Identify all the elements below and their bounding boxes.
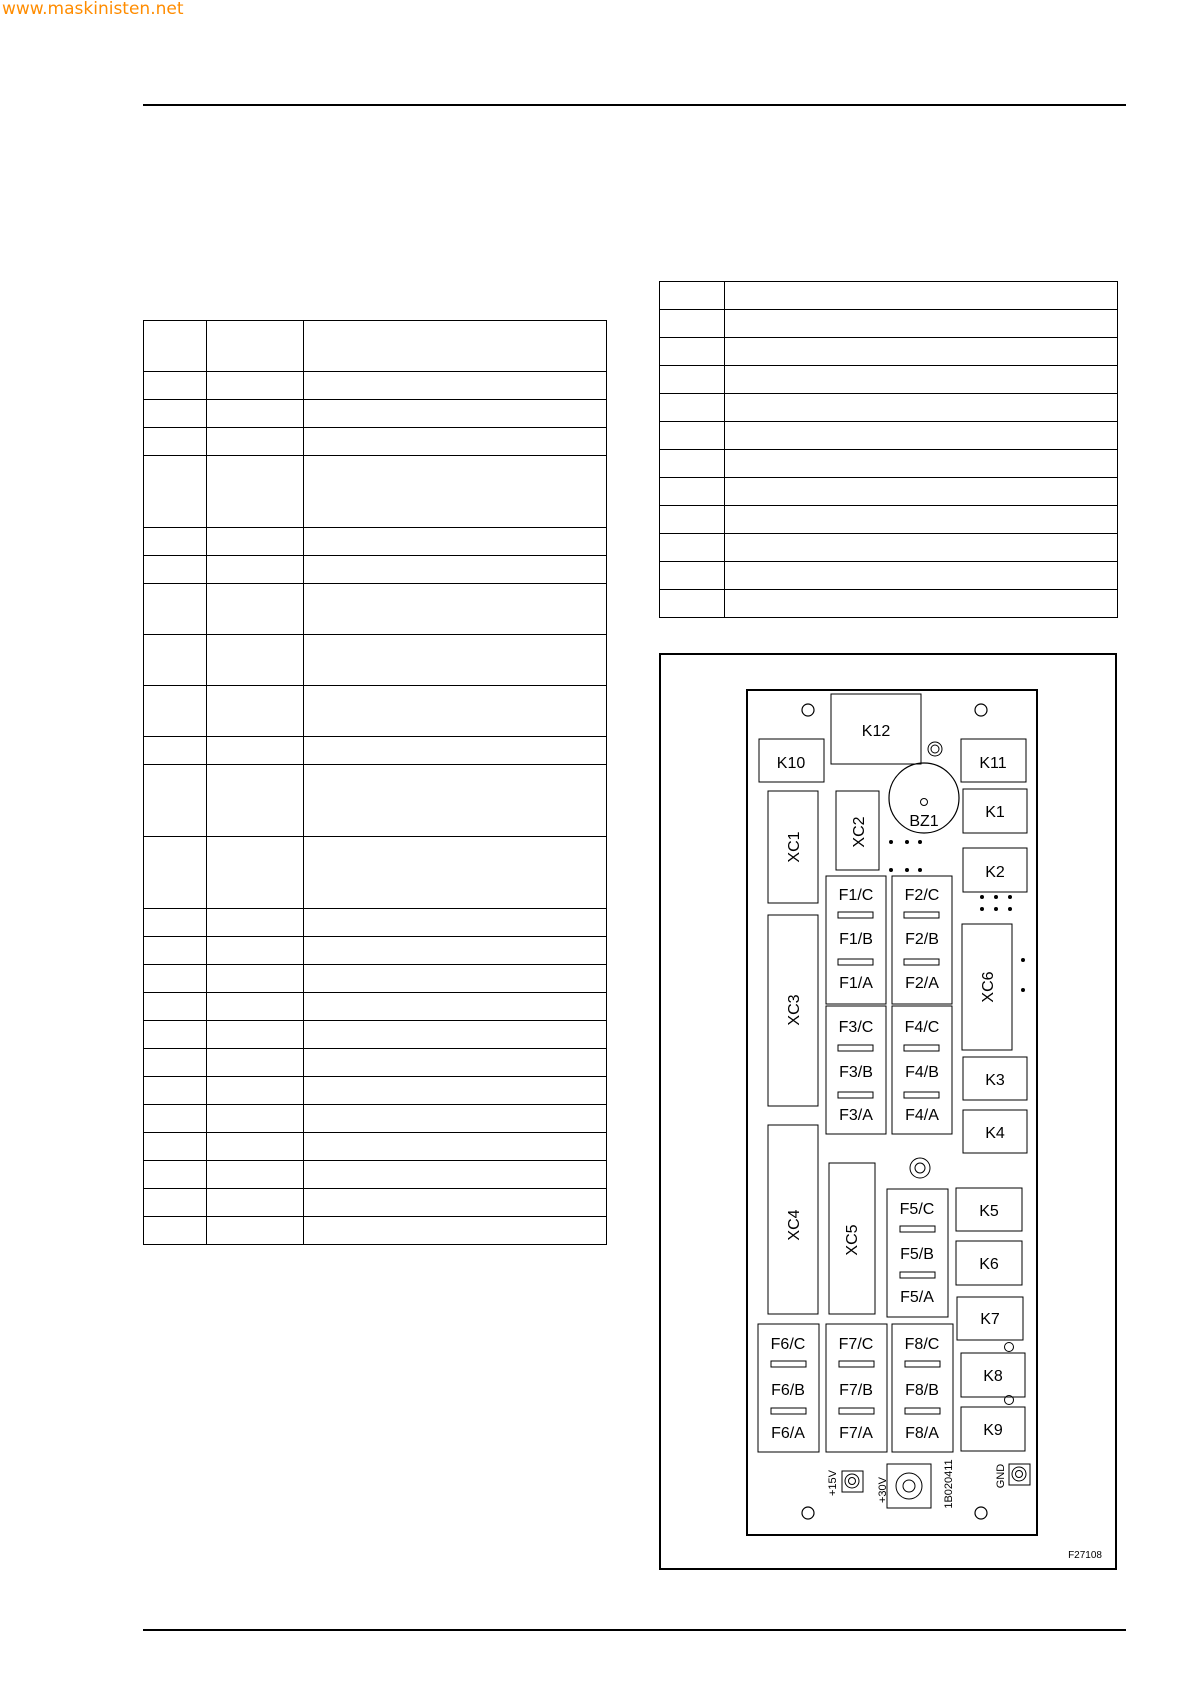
fuse-label: F3/C: [838, 1019, 874, 1036]
table-row: [144, 372, 607, 400]
fuse-slot: [904, 912, 939, 918]
table-cell: [303, 965, 606, 993]
table-cell: [660, 394, 725, 422]
pin-dot: [980, 907, 984, 911]
table-cell: [303, 765, 606, 837]
fuse-label: F2/A: [905, 975, 939, 992]
pin-dot: [1021, 988, 1025, 992]
fuse-label: F2/C: [904, 887, 940, 904]
fuse-slot: [904, 1045, 939, 1051]
pin-dot: [889, 868, 893, 872]
connector-label: XC4: [786, 1209, 803, 1241]
table-cell: [206, 1161, 303, 1189]
fuse-label: F4/B: [905, 1064, 939, 1081]
circuit-board-diagram: [661, 655, 1119, 1572]
table-cell: [206, 965, 303, 993]
table-cell: [724, 478, 1117, 506]
pin-dot: [980, 895, 984, 899]
diagram-frame: [659, 653, 1117, 1570]
table-cell: [724, 590, 1117, 618]
table-cell: [660, 310, 725, 338]
fuse-slot: [904, 959, 939, 965]
table-row: [144, 837, 607, 909]
table-cell: [206, 1105, 303, 1133]
board-id-label: 1B020411: [943, 1459, 955, 1509]
fuse-slot: [905, 1361, 940, 1367]
table-cell: [303, 400, 606, 428]
table-row: [144, 765, 607, 837]
relay-label: K11: [979, 755, 1007, 772]
fuse-label: F8/C: [904, 1336, 940, 1353]
table-cell: [206, 456, 303, 528]
table-cell: [144, 1077, 207, 1105]
relay-label: K7: [980, 1311, 1000, 1328]
table-row: [660, 562, 1118, 590]
table-row: [660, 422, 1118, 450]
table-cell: [660, 562, 725, 590]
connector-label: XC6: [980, 971, 997, 1003]
table-cell: [724, 310, 1117, 338]
test-point: [910, 1158, 930, 1178]
pin-dot: [905, 868, 909, 872]
table-cell: [303, 635, 606, 686]
table-row: [144, 456, 607, 528]
table-cell: [660, 590, 725, 618]
table-cell: [144, 909, 207, 937]
buzzer-center-hole: [921, 799, 928, 806]
terminal-gnd-screw: [1012, 1467, 1026, 1481]
table-row: [144, 937, 607, 965]
fuse-label: F5/A: [900, 1289, 934, 1306]
pin-dot: [1008, 895, 1012, 899]
table-cell: [144, 1133, 207, 1161]
table-cell: [206, 556, 303, 584]
table-cell: [206, 909, 303, 937]
fuse-label: F3/A: [839, 1107, 873, 1124]
table-cell: [724, 366, 1117, 394]
fuse-label: F7/C: [838, 1336, 874, 1353]
table-row: [660, 590, 1118, 618]
table-row: [660, 478, 1118, 506]
bottom-rule: [143, 1629, 1126, 1631]
pin-dot: [918, 868, 922, 872]
fuse-slot: [838, 912, 873, 918]
table-cell: [303, 1217, 606, 1245]
table-cell: [144, 965, 207, 993]
table-cell: [724, 338, 1117, 366]
table-row: [144, 1105, 607, 1133]
fuse-label: F6/C: [770, 1336, 806, 1353]
table-cell: [206, 1049, 303, 1077]
small-pad: [1005, 1343, 1014, 1352]
mounting-hole: [975, 704, 987, 716]
table-row: [144, 965, 607, 993]
test-point: [915, 1163, 925, 1173]
fuse-slot: [838, 1092, 873, 1098]
fuse-slot: [839, 1361, 874, 1367]
table-cell: [660, 506, 725, 534]
table-cell: [144, 321, 207, 372]
table-cell: [144, 1189, 207, 1217]
table-row: [144, 635, 607, 686]
table-cell: [724, 562, 1117, 590]
table-row: [144, 1189, 607, 1217]
fuse-label: F8/B: [905, 1382, 939, 1399]
table-row: [660, 338, 1118, 366]
table-cell: [724, 450, 1117, 478]
table-cell: [660, 422, 725, 450]
table-row: [144, 528, 607, 556]
table-cell: [303, 837, 606, 909]
fuse-label: F7/B: [839, 1382, 873, 1399]
table-row: [660, 310, 1118, 338]
table-cell: [144, 1049, 207, 1077]
fuse-slot: [900, 1272, 935, 1278]
table-row: [144, 556, 607, 584]
table-cell: [206, 400, 303, 428]
connector-label: XC1: [786, 831, 803, 863]
table-cell: [303, 993, 606, 1021]
left-table: [143, 320, 607, 1245]
table-cell: [303, 686, 606, 737]
fuse-label: F7/A: [839, 1425, 873, 1442]
table-cell: [144, 1021, 207, 1049]
relay-label: K1: [985, 804, 1005, 821]
table-cell: [724, 282, 1117, 310]
table-cell: [303, 1133, 606, 1161]
table-cell: [206, 937, 303, 965]
relay-label: K5: [979, 1203, 999, 1220]
connector-label: XC2: [851, 816, 868, 848]
fuse-label: F1/B: [839, 931, 873, 948]
table-cell: [144, 737, 207, 765]
buzzer-label: BZ1: [909, 813, 939, 830]
pin-dot: [994, 907, 998, 911]
table-cell: [144, 428, 207, 456]
fuse-slot: [905, 1408, 940, 1414]
table-row: [660, 394, 1118, 422]
terminal-label: +30V: [877, 1477, 889, 1503]
table-cell: [144, 1105, 207, 1133]
top-rule: [143, 104, 1126, 106]
table-cell: [206, 1021, 303, 1049]
table-cell: [206, 528, 303, 556]
relay-label: K8: [983, 1368, 1003, 1385]
relay-label: K2: [985, 864, 1005, 881]
table-cell: [144, 837, 207, 909]
table-row: [144, 1133, 607, 1161]
pin-dot: [1008, 907, 1012, 911]
table-row: [144, 1077, 607, 1105]
terminal-label: GND: [995, 1463, 1007, 1489]
table-cell: [206, 765, 303, 837]
table-cell: [303, 321, 606, 372]
table-row: [144, 1021, 607, 1049]
relay-label: K6: [979, 1256, 999, 1273]
terminal-label: +15V: [827, 1470, 839, 1496]
terminal-gnd-screw: [1016, 1471, 1023, 1478]
table-cell: [303, 909, 606, 937]
fuse-label: F6/B: [771, 1382, 805, 1399]
table-cell: [206, 737, 303, 765]
led-d1: [931, 745, 939, 753]
table-cell: [206, 635, 303, 686]
watermark-link[interactable]: www.maskinisten.net: [2, 0, 184, 19]
table-row: [660, 450, 1118, 478]
table-cell: [206, 1077, 303, 1105]
table-cell: [144, 635, 207, 686]
table-cell: [724, 394, 1117, 422]
table-cell: [206, 837, 303, 909]
table-cell: [303, 1077, 606, 1105]
table-cell: [724, 534, 1117, 562]
table-cell: [206, 993, 303, 1021]
table-cell: [206, 321, 303, 372]
table-cell: [303, 556, 606, 584]
mounting-hole: [975, 1507, 987, 1519]
table-row: [144, 909, 607, 937]
table-row: [144, 321, 607, 372]
pin-dot: [918, 840, 922, 844]
fuse-label: F4/C: [904, 1019, 940, 1036]
table-row: [144, 428, 607, 456]
relay-label: K12: [861, 723, 891, 740]
fuse-slot: [838, 1045, 873, 1051]
table-cell: [303, 1161, 606, 1189]
table-row: [660, 282, 1118, 310]
table-row: [144, 1049, 607, 1077]
table-cell: [206, 1217, 303, 1245]
figure-reference: F27108: [1068, 1550, 1102, 1561]
relay-label: K10: [776, 755, 806, 772]
terminal-30v-screw: [896, 1473, 922, 1499]
table-cell: [206, 428, 303, 456]
table-cell: [144, 993, 207, 1021]
table-row: [660, 534, 1118, 562]
table-row: [660, 506, 1118, 534]
table-cell: [303, 1021, 606, 1049]
led-d1: [928, 742, 942, 756]
pin-dot: [905, 840, 909, 844]
table-cell: [206, 584, 303, 635]
table-row: [144, 400, 607, 428]
table-cell: [206, 1133, 303, 1161]
fuse-label: F5/C: [899, 1201, 935, 1218]
table-cell: [144, 372, 207, 400]
pin-dot: [889, 840, 893, 844]
fuse-label: F1/A: [839, 975, 873, 992]
fuse-label: F3/B: [839, 1064, 873, 1081]
table-cell: [660, 534, 725, 562]
table-cell: [303, 456, 606, 528]
right-table: [659, 281, 1118, 618]
terminal-15v-screw: [845, 1474, 859, 1488]
fuse-label: F8/A: [905, 1425, 939, 1442]
table-cell: [724, 422, 1117, 450]
table-cell: [660, 338, 725, 366]
table-row: [144, 1217, 607, 1245]
table-cell: [724, 506, 1117, 534]
relay-label: K9: [983, 1422, 1003, 1439]
fuse-label: F1/C: [838, 887, 874, 904]
table-cell: [303, 428, 606, 456]
table-cell: [303, 528, 606, 556]
fuse-slot: [771, 1408, 806, 1414]
table-cell: [303, 737, 606, 765]
pin-dot: [994, 895, 998, 899]
table-cell: [660, 282, 725, 310]
table-cell: [144, 528, 207, 556]
connector-label: XC5: [844, 1224, 861, 1256]
table-row: [144, 1161, 607, 1189]
terminal-15v-screw: [849, 1478, 856, 1485]
fuse-slot: [904, 1092, 939, 1098]
table-row: [660, 366, 1118, 394]
table-cell: [206, 372, 303, 400]
mounting-hole: [802, 704, 814, 716]
table-cell: [660, 450, 725, 478]
table-cell: [144, 1217, 207, 1245]
connector-label: XC3: [786, 994, 803, 1026]
table-cell: [144, 686, 207, 737]
table-row: [144, 737, 607, 765]
fuse-label: F5/B: [900, 1246, 934, 1263]
fuse-slot: [839, 1408, 874, 1414]
fuse-slot: [838, 959, 873, 965]
table-cell: [206, 686, 303, 737]
terminal-30v-screw: [903, 1480, 915, 1492]
table-cell: [660, 478, 725, 506]
table-row: [144, 584, 607, 635]
pin-dot: [1021, 958, 1025, 962]
table-cell: [303, 1189, 606, 1217]
table-cell: [144, 400, 207, 428]
table-cell: [144, 765, 207, 837]
fuse-label: F4/A: [905, 1107, 939, 1124]
table-cell: [144, 937, 207, 965]
terminal-30v: [887, 1464, 931, 1508]
fuse-label: F6/A: [771, 1425, 805, 1442]
table-cell: [144, 456, 207, 528]
table-cell: [144, 584, 207, 635]
table-row: [144, 993, 607, 1021]
table-cell: [303, 1049, 606, 1077]
table-cell: [303, 584, 606, 635]
fuse-label: F2/B: [905, 931, 939, 948]
relay-label: K4: [985, 1125, 1005, 1142]
relay-label: K3: [985, 1072, 1005, 1089]
table-row: [144, 686, 607, 737]
table-cell: [144, 1161, 207, 1189]
table-cell: [206, 1189, 303, 1217]
table-cell: [303, 937, 606, 965]
table-cell: [144, 556, 207, 584]
fuse-slot: [900, 1226, 935, 1232]
table-cell: [303, 372, 606, 400]
mounting-hole: [802, 1507, 814, 1519]
table-cell: [660, 366, 725, 394]
table-cell: [303, 1105, 606, 1133]
fuse-slot: [771, 1361, 806, 1367]
